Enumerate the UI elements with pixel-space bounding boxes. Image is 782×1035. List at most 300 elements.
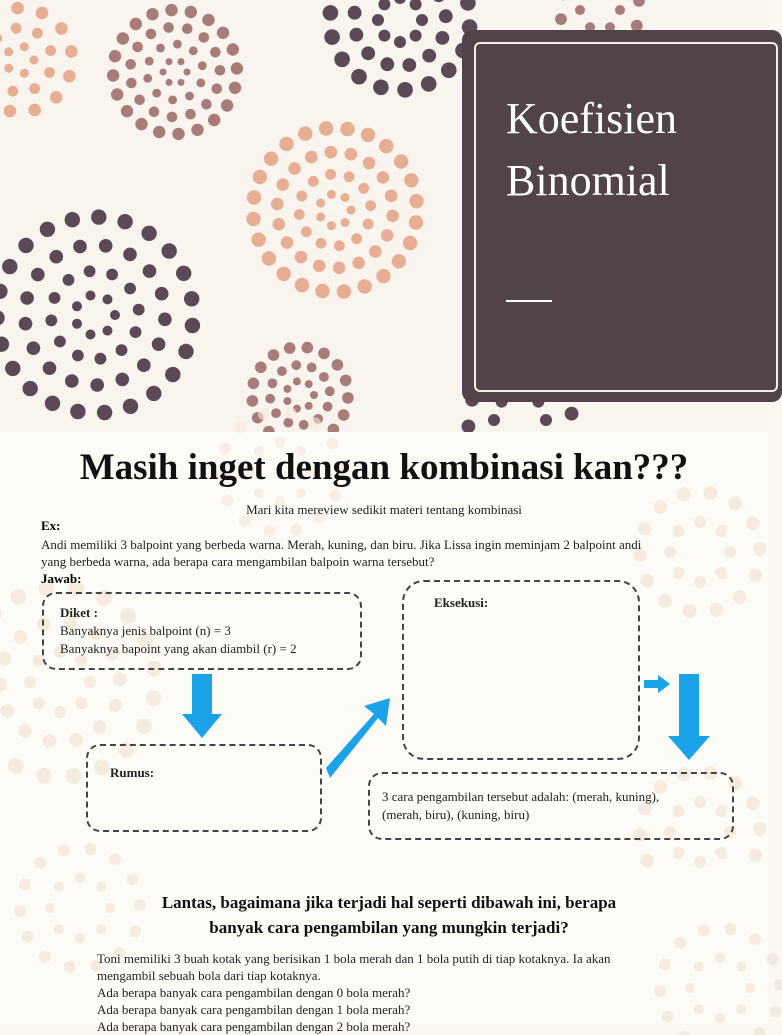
decorative-dot — [106, 269, 118, 281]
decorative-dot — [28, 104, 41, 117]
decorative-dot — [167, 112, 178, 123]
decorative-dot — [136, 719, 152, 735]
decorative-dot — [178, 79, 185, 86]
problem-line-2: yang berbeda warna, ada berapa cara mengambilan balpoin warna tersebut? — [41, 553, 731, 570]
decorative-dot — [673, 525, 685, 537]
title-slide — [0, 0, 768, 432]
decorative-dot — [123, 248, 137, 262]
decorative-dot — [327, 190, 336, 199]
decorative-dot — [767, 954, 779, 966]
decorative-dot — [736, 1004, 746, 1014]
decorative-dot — [255, 362, 267, 374]
decorative-dot — [109, 853, 121, 865]
decorative-dot — [149, 107, 160, 118]
decorative-dot — [365, 200, 376, 211]
example-label: Ex: — [41, 518, 61, 534]
decorative-dot — [19, 317, 33, 331]
decorative-dot — [130, 326, 142, 338]
decorative-dot — [90, 378, 104, 392]
decorative-dot — [39, 951, 51, 963]
decorative-dot — [323, 5, 339, 21]
decorative-dot — [736, 962, 746, 972]
problem-line-1: Andi memiliki 3 balpoint yang berbeda warna. Merah, kuning, dan biru. Jika Lissa ingin meminjam 2 balpoint andi — [41, 536, 731, 553]
question-line-2: banyak cara pengambilan yang mungkin terjadi? — [0, 915, 778, 940]
decorative-dot — [325, 146, 338, 159]
decorative-dot — [348, 6, 362, 20]
decorative-dot — [66, 768, 82, 784]
decorative-dot — [325, 386, 335, 396]
decorative-dot — [394, 0, 406, 4]
decorative-dot — [350, 28, 364, 42]
decorative-dot — [227, 43, 239, 55]
decorative-dot — [283, 385, 291, 393]
decorative-dot — [291, 360, 301, 370]
decorative-dot — [30, 56, 39, 65]
decorative-dot — [215, 65, 226, 76]
decorative-dot — [31, 268, 45, 282]
decorative-dot — [733, 590, 747, 604]
result-line-2: (merah, biru), (kuning, biru) — [382, 806, 659, 824]
decorative-dot — [284, 342, 296, 354]
decorative-dot — [575, 5, 585, 15]
decorative-dot — [23, 381, 38, 396]
decorative-dot — [75, 697, 87, 709]
decorative-dot — [117, 214, 132, 229]
decorative-dot — [251, 233, 265, 247]
decorative-dot — [5, 361, 20, 376]
decorative-dot — [0, 337, 9, 352]
decorative-dot — [615, 5, 625, 15]
decorative-dot — [746, 517, 760, 531]
decorative-dot — [127, 874, 139, 886]
title-underline — [506, 300, 552, 302]
decorative-dot — [294, 209, 305, 220]
decorative-dot — [72, 319, 82, 329]
decorative-dot — [63, 274, 75, 286]
known-line-1: Banyaknya jenis balpoint (n) = 3 — [60, 622, 297, 640]
decorative-dot — [2, 259, 17, 274]
decorative-dot — [117, 32, 129, 44]
decorative-dot — [748, 849, 762, 863]
decorative-dot — [0, 33, 2, 44]
decorative-dot — [363, 219, 374, 230]
decorative-dot — [123, 399, 138, 414]
decorative-dot — [121, 105, 133, 117]
decorative-dot — [176, 266, 191, 281]
decorative-dot — [640, 574, 654, 588]
decorative-dot — [290, 524, 302, 536]
decorative-dot — [540, 414, 552, 426]
decorative-dot — [34, 857, 46, 869]
decorative-dot — [97, 405, 112, 420]
decorative-dot — [279, 137, 293, 151]
decorative-dot — [163, 22, 174, 33]
decorative-dot — [107, 69, 119, 81]
decorative-dot — [69, 733, 83, 747]
decorative-dot — [392, 254, 406, 268]
decorative-dot — [11, 23, 22, 34]
decorative-dot — [143, 264, 157, 278]
execution-box — [402, 580, 640, 760]
decorative-dot — [432, 0, 446, 2]
decorative-dot — [302, 342, 314, 354]
decorative-dot — [27, 341, 41, 355]
decorative-dot — [715, 1013, 725, 1023]
decorative-dot — [394, 36, 406, 48]
decorative-dot — [64, 961, 76, 973]
decorative-dot — [262, 251, 276, 265]
decorative-dot — [84, 676, 96, 688]
decorative-dot — [283, 397, 291, 405]
decorative-dot — [20, 69, 29, 78]
decorative-dot — [0, 310, 5, 325]
decorative-dot — [316, 199, 325, 208]
result-line-1: 3 cara pengambilan tersebut adalah: (merah, kuning), — [382, 788, 659, 806]
arrow-down-icon — [182, 674, 222, 738]
decorative-dot — [146, 8, 158, 20]
decorative-dot — [640, 854, 654, 868]
decorative-dot — [184, 291, 199, 306]
decorative-dot — [754, 1027, 766, 1035]
decorative-dot — [172, 128, 184, 140]
decorative-dot — [45, 45, 56, 56]
decorative-dot — [265, 394, 275, 404]
decorative-dot — [379, 139, 393, 153]
decorative-dot — [248, 378, 260, 390]
decorative-dot — [460, 0, 476, 11]
decorative-dot — [185, 109, 196, 120]
decorative-dot — [323, 402, 333, 412]
decorative-dot — [247, 395, 259, 407]
decorative-dot — [293, 377, 301, 385]
decorative-dot — [247, 190, 261, 204]
decorative-dot — [191, 124, 203, 136]
decorative-dot — [347, 206, 356, 215]
decorative-dot — [373, 80, 389, 96]
decorative-dot — [341, 193, 350, 202]
decorative-dot — [377, 171, 390, 184]
decorative-dot — [10, 589, 26, 605]
decorative-dot — [45, 315, 57, 327]
decorative-dot — [378, 0, 390, 10]
decorative-dot — [152, 89, 161, 98]
decorative-dot — [439, 9, 453, 23]
decorative-dot — [421, 76, 437, 92]
question-line-1: Lantas, bagaimana jika terjadi hal seperti dibawah ini, berapa — [0, 890, 778, 915]
decorative-dot — [715, 953, 725, 963]
decorative-dot — [333, 262, 346, 275]
decorative-dot — [44, 67, 55, 78]
arrow-down-right-icon — [668, 674, 710, 760]
decorative-dot — [658, 594, 672, 608]
decorative-dot — [231, 62, 243, 74]
decorative-dot — [271, 408, 281, 418]
decorative-dot — [95, 353, 107, 365]
decorative-dot — [18, 724, 32, 738]
decorative-dot — [33, 697, 45, 709]
decorative-dot — [748, 569, 762, 583]
decorative-dot — [11, 2, 24, 15]
decorative-dot — [310, 391, 318, 399]
arrow-right-icon — [644, 675, 670, 693]
decorative-dot — [93, 720, 107, 734]
slide-subtitle: Mari kita mereview sedikit materi tentang kombinasi — [0, 502, 768, 518]
decorative-dot — [8, 758, 24, 774]
decorative-dot — [334, 52, 350, 68]
decorative-dot — [45, 396, 60, 411]
decorative-dot — [288, 162, 301, 175]
decorative-dot — [130, 18, 142, 30]
decorative-dot — [201, 99, 212, 110]
decorative-dot — [234, 421, 246, 433]
decorative-dot — [85, 843, 97, 855]
decorative-dot — [40, 222, 55, 237]
decorative-dot — [19, 879, 31, 891]
decorative-dot — [361, 128, 375, 142]
decorative-dot — [199, 32, 210, 43]
decorative-dot — [709, 603, 723, 617]
decorative-dot — [308, 176, 319, 187]
decorative-dot — [285, 407, 297, 419]
decorative-dot — [296, 488, 306, 498]
decorative-dot — [143, 74, 152, 83]
decorative-dot — [20, 42, 29, 51]
decorative-dot — [73, 240, 87, 254]
decorative-dot — [229, 82, 241, 94]
decorative-dot — [753, 542, 767, 556]
decorative-dot — [253, 170, 267, 184]
decorative-dot — [54, 336, 66, 348]
decorative-dot — [277, 366, 287, 376]
decorative-dot — [745, 983, 755, 993]
decorative-dot — [319, 121, 333, 135]
para-line-3: Ada berapa banyak cara pengambilan dengan 0 bola merah? — [97, 984, 697, 1001]
decorative-dot — [416, 14, 428, 26]
decorative-dot — [137, 358, 151, 372]
question-slide — [0, 868, 768, 1024]
decorative-dot — [185, 92, 194, 101]
decorative-dot — [55, 22, 68, 35]
decorative-dot — [301, 226, 312, 237]
decorative-dot — [338, 409, 350, 421]
decorative-dot — [316, 238, 327, 249]
arrow-up-right-icon — [326, 698, 392, 780]
decorative-dot — [50, 91, 63, 104]
decorative-dot — [363, 157, 376, 170]
decorative-dot — [403, 236, 417, 250]
decorative-dot — [146, 29, 157, 40]
decorative-dot — [29, 83, 40, 94]
decorative-dot — [316, 212, 325, 221]
decorative-dot — [178, 344, 193, 359]
title-line-2: Binomial — [506, 150, 766, 212]
decorative-dot — [380, 57, 394, 71]
decorative-dot — [271, 198, 284, 211]
decorative-dot — [70, 404, 85, 419]
decorative-dot — [565, 407, 579, 421]
decorative-dot — [4, 105, 17, 118]
decorative-dot — [13, 630, 27, 644]
para-line-2: mengambil sebuah bola dari tiap kotaknya. — [97, 967, 697, 984]
decorative-dot — [168, 96, 177, 105]
decorative-dot — [694, 856, 706, 868]
decorative-dot — [351, 233, 362, 244]
decorative-dot — [166, 58, 173, 65]
title-box — [462, 30, 782, 402]
decorative-dot — [753, 822, 767, 836]
answer-label: Jawab: — [41, 571, 81, 587]
decorative-dot — [86, 330, 96, 340]
decorative-dot — [677, 487, 691, 501]
decorative-dot — [58, 844, 70, 856]
decorative-dot — [63, 70, 76, 83]
decorative-dot — [173, 40, 182, 49]
decorative-dot — [633, 0, 645, 7]
decorative-dot — [155, 287, 169, 301]
para-line-1: Toni memiliki 3 buah kotak yang berisikan 1 bola merah dan 1 bola putih di tiap kotaknya. Ia akan — [97, 950, 697, 967]
decorative-dot — [746, 797, 760, 811]
decorative-dot — [184, 69, 191, 76]
decorative-dot — [358, 279, 372, 293]
decorative-dot — [160, 69, 167, 76]
decorative-dot — [109, 50, 121, 62]
decorative-dot — [774, 979, 782, 991]
decorative-dot — [409, 215, 423, 229]
decorative-dot — [340, 122, 354, 136]
decorative-dot — [555, 13, 567, 25]
para-line-4: Ada berapa banyak cara pengambilan dengan 1 bola merah? — [97, 1001, 697, 1018]
decorative-dot — [683, 604, 697, 618]
decorative-dot — [165, 367, 180, 382]
decorative-dot — [351, 69, 367, 85]
decorative-dot — [36, 7, 49, 20]
decorative-dot — [4, 64, 13, 73]
decorative-dot — [694, 576, 706, 588]
decorative-dot — [65, 212, 80, 227]
decorative-dot — [24, 676, 36, 688]
decorative-dot — [268, 378, 278, 388]
decorative-dot — [54, 706, 66, 718]
known-box — [42, 592, 362, 670]
formula-box — [86, 744, 322, 832]
decorative-dot — [134, 95, 145, 106]
decorative-dot — [49, 292, 61, 304]
decorative-dot — [305, 402, 313, 410]
title-line-1: Koefisien — [506, 88, 766, 150]
decorative-dot — [277, 178, 290, 191]
decorative-dot — [141, 226, 156, 241]
decorative-dot — [146, 386, 161, 401]
decorative-dot — [298, 126, 312, 140]
decorative-dot — [358, 183, 369, 194]
decorative-dot — [210, 47, 221, 58]
combination-slide — [0, 432, 768, 868]
decorative-dot — [345, 148, 358, 161]
decorative-dot — [324, 29, 340, 45]
execution-label: Eksekusi: — [434, 594, 488, 612]
decorative-dot — [305, 151, 318, 164]
decorative-dot — [146, 690, 162, 706]
decorative-dot — [372, 14, 384, 26]
decorative-dot — [254, 488, 264, 498]
decorative-dot — [132, 42, 143, 53]
slide-title — [506, 88, 766, 212]
decorative-dot — [296, 191, 307, 202]
decorative-dot — [20, 291, 34, 305]
decorative-dot — [422, 49, 436, 63]
decorative-dot — [208, 114, 220, 126]
decorative-dot — [212, 83, 223, 94]
decorative-dot — [378, 30, 390, 42]
decorative-dot — [341, 218, 350, 227]
decorative-dot — [126, 78, 137, 89]
decorative-dot — [283, 418, 293, 428]
decorative-dot — [65, 374, 79, 388]
decorative-dot — [344, 171, 355, 182]
decorative-dot — [0, 704, 14, 718]
decorative-dot — [36, 768, 52, 784]
decorative-dot — [108, 699, 122, 713]
decorative-dot — [313, 260, 326, 273]
decorative-dot — [113, 672, 127, 686]
decorative-dot — [309, 417, 321, 429]
decorative-dot — [103, 326, 113, 336]
decorative-dot — [202, 14, 214, 26]
decorative-dot — [198, 61, 207, 70]
decorative-dot — [361, 46, 375, 60]
decorative-dot — [409, 194, 423, 208]
decorative-dot — [305, 380, 313, 388]
decorative-dot — [72, 350, 84, 362]
decorative-dot — [7, 86, 18, 97]
decorative-dot — [189, 46, 198, 55]
decorative-dot — [769, 1006, 781, 1018]
decorative-dot — [277, 267, 291, 281]
decorative-dot — [0, 606, 2, 622]
decorative-dot — [43, 361, 57, 375]
decorative-dot — [376, 269, 390, 283]
decorative-dot — [404, 173, 418, 187]
decorative-dot — [246, 212, 260, 226]
title-box-border — [474, 42, 778, 392]
decorative-dot — [72, 301, 82, 311]
known-line-2: Banyaknya bapoint yang akan diambil (r) = 2 — [60, 640, 297, 658]
decorative-dot — [166, 79, 173, 86]
decorative-dot — [638, 522, 652, 536]
decorative-dot — [156, 44, 165, 53]
decorative-dot — [91, 209, 106, 224]
decorative-dot — [299, 420, 309, 430]
decorative-dot — [397, 82, 413, 98]
decorative-dot — [165, 4, 177, 16]
decorative-dot — [111, 88, 123, 100]
decorative-dot — [178, 58, 185, 65]
decorative-dot — [75, 873, 85, 883]
decorative-dot — [0, 652, 12, 666]
decorative-dot — [133, 304, 145, 316]
decorative-dot — [329, 490, 341, 502]
decorative-dot — [84, 265, 96, 277]
decorative-dot — [185, 6, 197, 18]
decorative-dot — [0, 678, 7, 692]
decorative-dot — [0, 284, 8, 299]
decorative-dot — [116, 373, 130, 387]
decorative-dot — [196, 79, 205, 88]
decorative-dot — [124, 283, 136, 295]
decorative-dot — [488, 414, 500, 426]
decorative-dot — [103, 294, 113, 304]
decorative-dot — [340, 375, 352, 387]
